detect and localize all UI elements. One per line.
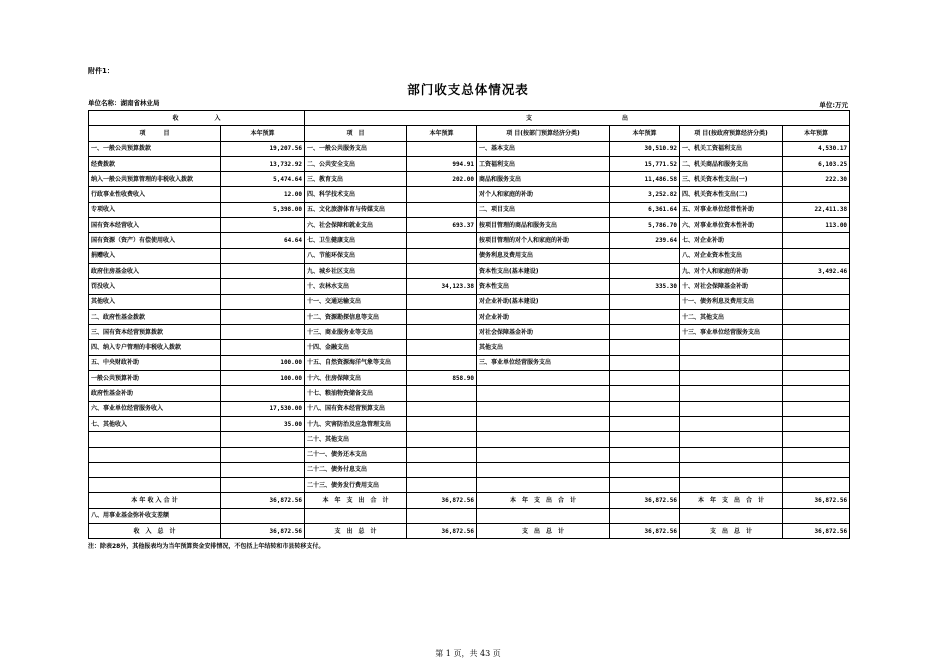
item-cell: 十二、其他支出 [680,309,783,324]
budget-cell [610,325,680,340]
item-cell: 商品和服务支出 [477,172,610,187]
item-cell: 对企业补助(基本建设) [477,294,610,309]
budget-cell [610,371,680,386]
budget-cell [610,355,680,370]
item-cell: 其他收入 [89,294,221,309]
col-item-func: 项 目 [305,126,407,141]
item-cell: 本 年 支 出 合 计 [477,493,610,508]
budget-cell [407,202,477,217]
budget-cell: 36,872.56 [783,493,850,508]
item-cell: 经费拨款 [89,156,221,171]
table-row [89,493,850,508]
item-cell [477,371,610,386]
item-cell: 二、项目支出 [477,202,610,217]
budget-cell [407,263,477,278]
budget-cell: 36,872.56 [221,493,305,508]
item-cell [477,401,610,416]
budget-cell [221,279,305,294]
table-row [89,447,850,462]
budget-cell [407,325,477,340]
budget-cell [221,263,305,278]
budget-cell: 36,872.56 [221,524,305,539]
item-cell: 按项目管理的商品和服务支出 [477,218,610,233]
budget-cell: 36,872.56 [407,493,477,508]
item-cell: 五、对事业单位经常性补助 [680,202,783,217]
budget-cell: 35.00 [221,416,305,431]
budget-cell: 693.37 [407,218,477,233]
item-cell: 支 出 总 计 [680,524,783,539]
item-cell [680,478,783,493]
item-cell: 资本性支出 [477,279,610,294]
budget-cell [407,340,477,355]
budget-cell [407,462,477,477]
item-cell: 其他支出 [477,340,610,355]
table-row [89,386,850,401]
budget-cell: 30,510.92 [610,141,680,156]
budget-cell [783,447,850,462]
item-cell [680,508,783,523]
item-cell [305,508,407,523]
budget-cell [610,309,680,324]
item-cell: 政府住房基金收入 [89,263,221,278]
item-cell: 支 出 总 计 [477,524,610,539]
table-row [89,371,850,386]
budget-cell: 100.00 [221,371,305,386]
item-cell: 六、事业单位经营服务收入 [89,401,221,416]
budget-cell [783,508,850,523]
item-cell [89,478,221,493]
item-cell [680,416,783,431]
header-row-top [89,111,850,126]
item-cell: 二、机关商品和服务支出 [680,156,783,171]
budget-cell [610,248,680,263]
table-row [89,172,850,187]
budget-cell [221,218,305,233]
table-row [89,263,850,278]
budget-cell [610,478,680,493]
budget-cell: 202.00 [407,172,477,187]
item-cell: 十三、事业单位经营服务支出 [680,325,783,340]
budget-cell [610,447,680,462]
budget-cell: 100.00 [221,355,305,370]
item-cell: 按项目管理的对个人和家庭的补助 [477,233,610,248]
page-footer: 第 1 页，共 43 页 [435,649,501,658]
item-cell [680,355,783,370]
item-cell: 八、对企业资本性支出 [680,248,783,263]
budget-cell [783,401,850,416]
budget-cell: 36,872.56 [610,493,680,508]
item-cell: 一、一般公共服务支出 [305,141,407,156]
item-cell: 九、对个人和家庭的补助 [680,263,783,278]
budget-cell: 64.64 [221,233,305,248]
item-cell: 十、农林水支出 [305,279,407,294]
table-row [89,309,850,324]
budget-cell [221,447,305,462]
table-row [89,141,850,156]
item-cell: 十八、国有资本经营预算支出 [305,401,407,416]
item-cell: 国有资源（资产）有偿使用收入 [89,233,221,248]
item-cell: 支 出 总 计 [305,524,407,539]
item-cell [680,447,783,462]
table-row [89,156,850,171]
budget-cell: 19,207.56 [221,141,305,156]
item-cell: 四、科学技术支出 [305,187,407,202]
budget-cell: 13,732.92 [221,156,305,171]
item-cell: 二、政府性基金拨款 [89,309,221,324]
budget-cell [221,309,305,324]
budget-cell: 239.64 [610,233,680,248]
table-row [89,233,850,248]
item-cell: 一、一般公共预算拨款 [89,141,221,156]
table-row [89,401,850,416]
budget-cell [221,325,305,340]
col-item-econ-gov: 项 目(按政府预算经济分类) [680,126,783,141]
item-cell: 六、社会保障和就业支出 [305,218,407,233]
budget-cell [783,478,850,493]
item-cell [680,432,783,447]
item-cell: 八、节能环保支出 [305,248,407,263]
budget-cell [610,401,680,416]
budget-cell [610,462,680,477]
item-cell: 十九、灾害防治及应急管理支出 [305,416,407,431]
table-row [89,462,850,477]
item-cell: 十一、交通运输支出 [305,294,407,309]
table-row [89,279,850,294]
unit-label: 单位:万元 [819,101,848,109]
budget-cell [407,233,477,248]
item-cell: 四、机关资本性支出(二) [680,187,783,202]
item-cell [89,432,221,447]
item-cell: 本 年 支 出 合 计 [305,493,407,508]
table-row [89,416,850,431]
table-row [89,355,850,370]
item-cell [680,386,783,401]
table-row [89,524,850,539]
item-cell: 十二、资源勘探信息等支出 [305,309,407,324]
item-cell: 资本性支出(基本建设) [477,263,610,278]
item-cell: 二十二、债务付息支出 [305,462,407,477]
budget-cell [783,325,850,340]
budget-cell [407,447,477,462]
item-cell [680,401,783,416]
budget-cell [407,478,477,493]
budget-cell: 5,786.70 [610,218,680,233]
table-row [89,294,850,309]
item-cell: 二、公共安全支出 [305,156,407,171]
item-cell: 九、城乡社区支出 [305,263,407,278]
item-cell: 四、纳入专户管理的非税收入拨款 [89,340,221,355]
budget-cell [407,508,477,523]
budget-cell [407,248,477,263]
budget-cell: 113.00 [783,218,850,233]
item-cell [477,386,610,401]
budget-cell [407,141,477,156]
table-row [89,202,850,217]
budget-cell [783,309,850,324]
item-cell [477,462,610,477]
item-cell: 收 入 总 计 [89,524,221,539]
budget-cell: 858.90 [407,371,477,386]
table-body [89,141,850,539]
item-cell: 国有资本经营收入 [89,218,221,233]
budget-cell: 11,486.58 [610,172,680,187]
item-cell: 二十三、债务发行费用支出 [305,478,407,493]
item-cell [680,340,783,355]
item-cell: 七、卫生健康支出 [305,233,407,248]
budget-cell [407,386,477,401]
budget-cell [783,355,850,370]
col-budget: 本年预算 [407,126,477,141]
table-note: 注：除表28外，其他报表均为当年预算资金安排情况，不包括上年结转和市县转移支付。 [88,543,325,550]
table-row [89,187,850,202]
col-budget: 本年预算 [221,126,305,141]
annex-label: 附件1： [88,67,114,75]
budget-cell: 3,252.82 [610,187,680,202]
budget-cell [407,401,477,416]
item-cell: 七、其他收入 [89,416,221,431]
budget-cell [783,340,850,355]
table-row [89,432,850,447]
item-cell: 十三、商业服务业等支出 [305,325,407,340]
item-cell [477,447,610,462]
budget-cell: 17,530.00 [221,401,305,416]
budget-cell: 335.30 [610,279,680,294]
item-cell: 一般公共预算补助 [89,371,221,386]
item-cell: 债务利息及费用支出 [477,248,610,263]
item-cell: 政府性基金补助 [89,386,221,401]
expense-header: 支 出 [305,111,850,126]
item-cell [477,508,610,523]
item-cell [477,478,610,493]
budget-cell [221,462,305,477]
table-row [89,325,850,340]
budget-cell [783,462,850,477]
budget-cell: 12.00 [221,187,305,202]
budget-cell [783,294,850,309]
budget-cell [407,294,477,309]
budget-cell [221,432,305,447]
item-cell [477,432,610,447]
budget-cell: 5,474.64 [221,172,305,187]
budget-cell: 36,872.56 [407,524,477,539]
budget-cell: 34,123.38 [407,279,477,294]
item-cell: 十、对社会保障基金补助 [680,279,783,294]
budget-cell: 6,103.25 [783,156,850,171]
budget-cell [783,386,850,401]
item-cell: 三、教育支出 [305,172,407,187]
budget-cell [610,432,680,447]
item-cell: 纳入一般公共预算管理的非税收入拨款 [89,172,221,187]
budget-cell [407,432,477,447]
item-cell: 八、用事业基金弥补收支差额 [89,508,221,523]
item-cell: 六、对事业单位资本性补助 [680,218,783,233]
item-cell [680,462,783,477]
item-cell: 五、中央财政补助 [89,355,221,370]
budget-cell: 36,872.56 [783,524,850,539]
budget-cell: 3,492.46 [783,263,850,278]
item-cell: 二十一、债务还本支出 [305,447,407,462]
budget-cell [407,309,477,324]
budget-cell [221,386,305,401]
budget-cell [221,248,305,263]
item-cell: 三、国有资本经营预算拨款 [89,325,221,340]
item-cell [89,462,221,477]
unit-name: 单位名称：湖南省林业局 [88,99,160,107]
budget-cell [221,508,305,523]
item-cell: 本 年 支 出 合 计 [680,493,783,508]
item-cell: 对社会保障基金补助 [477,325,610,340]
item-cell: 三、机关资本性支出(一) [680,172,783,187]
budget-cell [783,233,850,248]
budget-cell: 5,398.00 [221,202,305,217]
budget-cell [783,371,850,386]
item-cell: 本 年 收 入 合 计 [89,493,221,508]
budget-cell [221,340,305,355]
budget-cell [610,294,680,309]
budget-cell [407,187,477,202]
page-title: 部门收支总体情况表 [407,82,529,97]
budget-cell [783,416,850,431]
item-cell: 十六、住房保障支出 [305,371,407,386]
header-row-columns [89,126,850,141]
budget-cell [610,340,680,355]
item-cell: 五、文化旅游体育与传媒支出 [305,202,407,217]
budget-cell [221,294,305,309]
item-cell: 二十、其他支出 [305,432,407,447]
item-cell: 专项收入 [89,202,221,217]
table-row [89,478,850,493]
budget-cell [610,386,680,401]
item-cell: 十五、自然资源海洋气象等支出 [305,355,407,370]
budget-cell: 222.30 [783,172,850,187]
budget-cell: 6,361.64 [610,202,680,217]
budget-table [88,110,850,539]
budget-cell: 4,530.17 [783,141,850,156]
item-cell: 十七、粮油物资储备支出 [305,386,407,401]
item-cell [477,416,610,431]
item-cell: 三、事业单位经营服务支出 [477,355,610,370]
budget-cell: 36,872.56 [610,524,680,539]
budget-cell [407,416,477,431]
item-cell: 七、对企业补助 [680,233,783,248]
col-item: 项 目 [89,126,221,141]
budget-cell [610,416,680,431]
budget-cell [783,248,850,263]
table-row [89,508,850,523]
budget-cell [610,508,680,523]
col-budget: 本年预算 [610,126,680,141]
item-cell [680,371,783,386]
table-row [89,218,850,233]
budget-cell [783,432,850,447]
budget-cell: 994.91 [407,156,477,171]
item-cell: 一、机关工资福利支出 [680,141,783,156]
item-cell: 行政事业性收费收入 [89,187,221,202]
table-row [89,248,850,263]
budget-cell [610,263,680,278]
budget-cell [783,187,850,202]
col-budget: 本年预算 [783,126,850,141]
item-cell: 十一、债务利息及费用支出 [680,294,783,309]
budget-cell: 22,411.38 [783,202,850,217]
item-cell [89,447,221,462]
item-cell: 十四、金融支出 [305,340,407,355]
budget-cell [407,355,477,370]
item-cell: 对企业补助 [477,309,610,324]
budget-cell [221,478,305,493]
item-cell: 对个人和家庭的补助 [477,187,610,202]
col-item-econ-dept: 项 目(按部门预算经济分类) [477,126,610,141]
income-header: 收 入 [89,111,305,126]
item-cell: 一、基本支出 [477,141,610,156]
item-cell: 工资福利支出 [477,156,610,171]
table-row [89,340,850,355]
budget-cell: 15,771.52 [610,156,680,171]
budget-cell [783,279,850,294]
item-cell: 捐赠收入 [89,248,221,263]
item-cell: 罚没收入 [89,279,221,294]
